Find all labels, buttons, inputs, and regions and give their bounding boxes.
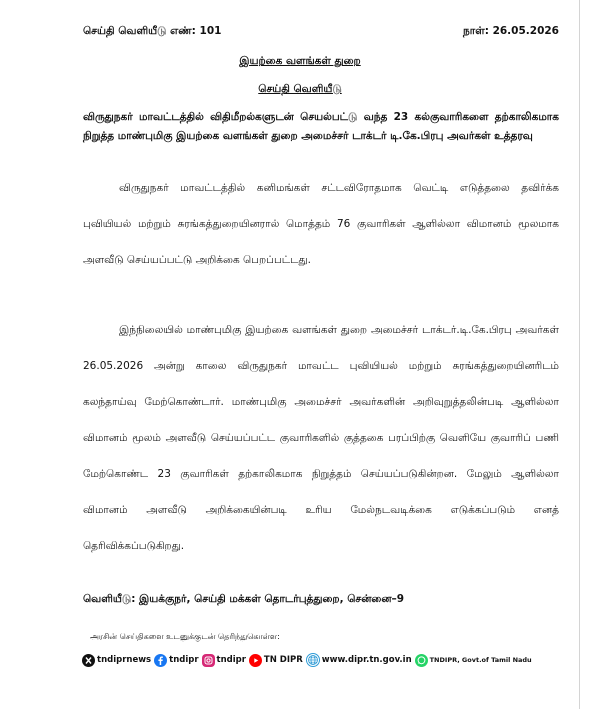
social-link-youtube[interactable] [249,654,303,667]
social-label: tndipr [216,655,246,665]
department-title: இயற்கை வளங்கள் துறை [239,55,361,67]
page-edge-divider [579,0,580,709]
social-link-whatsapp[interactable] [415,654,532,667]
body-paragraph-1: விருதுநகர் மாவட்டத்தில் கனிமங்கள் சட்டவிரோதமாக வெட்டி எடுத்தலை தவிர்க்க புவியியல் மற்றும் சுரங்கத்துறையினரால் மொத்தம் 76 குவாரிகள் ஆளில்லா விமானம் மூலமாக அளவீடு செய்யப்பட்டு அறிக்கை பெறப்பட்டது. [83,182,559,266]
release-number: செய்தி வெளியீடு எண்: 101 [83,25,222,37]
social-link-facebook[interactable] [154,654,198,667]
social-label: www.dipr.tn.gov.in [321,655,412,665]
social-link-x[interactable] [82,654,151,667]
social-label: tndiprnews [97,655,152,665]
social-link-instagram[interactable] [202,654,246,667]
social-links [82,651,535,669]
release-header [83,25,559,41]
release-date: நாள்: 26.05.2026 [463,25,559,37]
social-label: tndipr [169,655,199,665]
web-icon [306,653,320,667]
document-title: செய்தி வெளியீடு [258,83,342,95]
whatsapp-icon [415,654,428,667]
social-link-website[interactable] [306,653,412,667]
facebook-icon [154,654,167,667]
social-label: TNDIPR, Govt.of Tamil Nadu [429,656,532,664]
instagram-icon [202,654,215,667]
youtube-icon [249,654,262,667]
headline: விருதுநகர் மாவட்டத்தில் விதிமீறல்களுடன் செயல்பட்டு வந்த 23 கல்குவாரிகளை தற்காலிகமாக நிறுத்த மாண்புமிகு இயற்கை வளங்கள் துறை அமைச்சர் டாக்டர் டி.கே.பிரபு அவர்கள் உத்தரவு [83,111,559,142]
x-icon [82,654,95,667]
follow-label: அரசின் செய்திகளை உடனுக்குடன் தெரிந்துகொள்ள: [90,632,280,641]
issued-by: வெளியீடு: இயக்குநர், செய்தி மக்கள் தொடர்புத்துறை, சென்னை–9 [83,593,405,605]
body-paragraph-2: இந்நிலையில் மாண்புமிகு இயற்கை வளங்கள் துறை அமைச்சர் டாக்டர்.டி.கே.பிரபு அவர்கள் 26.05.2026 அன்று காலை விருதுநகர் மாவட்ட புவியியல் மற்றும் சுரங்கத்துறையினரிடம் கலந்தாய்வு மேற்கொண்டார். மாண்புமிகு அமைச்சர் அவர்களின் அறிவுறுத்தலின்படி ஆளில்லா விமானம் மூலம் அளவீடு செய்யப்பட்ட குவாரிகளில் குத்தகை பரப்பிற்கு வெளியே குவாரிப் பணி மேற்கொண்ட 23 குவாரிகள் தற்காலிகமாக நிறுத்தம் செய்யப்படுகின்றன. மேலும் ஆளில்லா விமானம் அளவீடு அறிக்கையின்படி உரிய மேல்நடவடிக்கை எடுக்கப்படும் எனத் தெரிவிக்கப்படுகிறது. [83,324,559,552]
social-label: TN DIPR [263,655,303,665]
